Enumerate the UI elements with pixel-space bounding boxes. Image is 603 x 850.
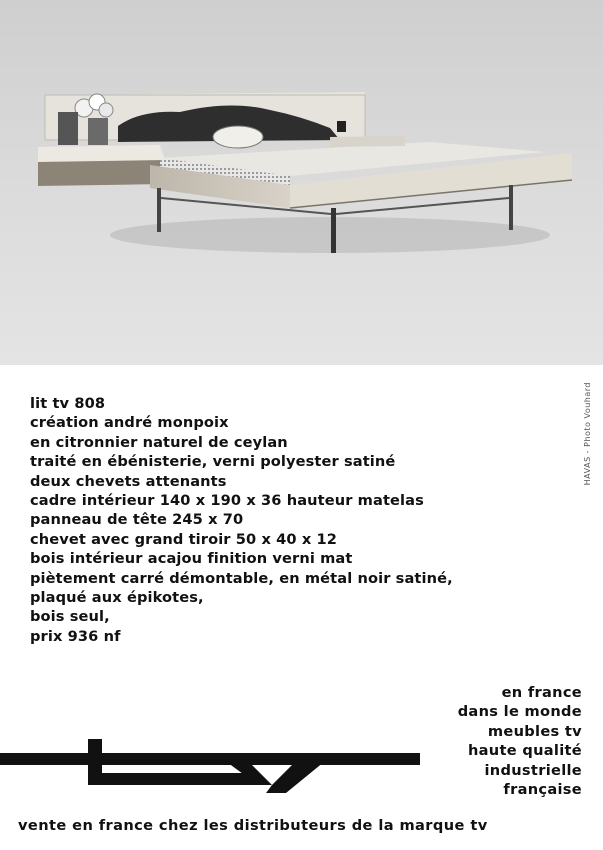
spec-line: traité en ébénisterie, verni polyester satiné (30, 453, 396, 471)
spec-line: piètement carré démontable, en métal noir satiné, (30, 569, 453, 587)
spec-line: chevet avec grand tiroir 50 x 40 x 12 (30, 530, 338, 548)
spec-line: création andré monpoix (30, 414, 229, 432)
product-specification (30, 394, 550, 646)
tagline-line: haute qualité (467, 742, 582, 760)
spec-line: en citronnier naturel de ceylan (30, 433, 288, 451)
spec-line: deux chevets attenants (30, 472, 227, 490)
spec-line: cadre intérieur 140 x 190 x 36 hauteur matelas (30, 492, 424, 510)
spec-line: panneau de tête 245 x 70 (30, 511, 244, 529)
brand-tagline (458, 683, 582, 799)
tv-logo (0, 735, 420, 799)
photo-credit: HAVAS - Photo Vouhard (583, 382, 592, 486)
bed-photo-icon (0, 0, 603, 365)
tagline-line: dans le monde (457, 703, 582, 721)
tagline-line: industrielle (484, 761, 582, 779)
spec-line: bois seul, (30, 608, 110, 626)
footer-distribution: vente en france chez les distributeurs de la marque tv (18, 817, 488, 834)
bed-photo (0, 0, 603, 365)
tagline-line: française (503, 781, 582, 799)
tagline-line: meubles tv (487, 722, 582, 740)
spec-line: plaqué aux épikotes, (30, 589, 204, 607)
spec-line: bois intérieur acajou finition verni mat (30, 550, 353, 568)
spec-line: lit tv 808 (30, 395, 106, 412)
tagline-line: en france (501, 684, 582, 701)
spec-line: prix 936 nf (30, 627, 121, 645)
tv-logo-icon (0, 735, 420, 795)
